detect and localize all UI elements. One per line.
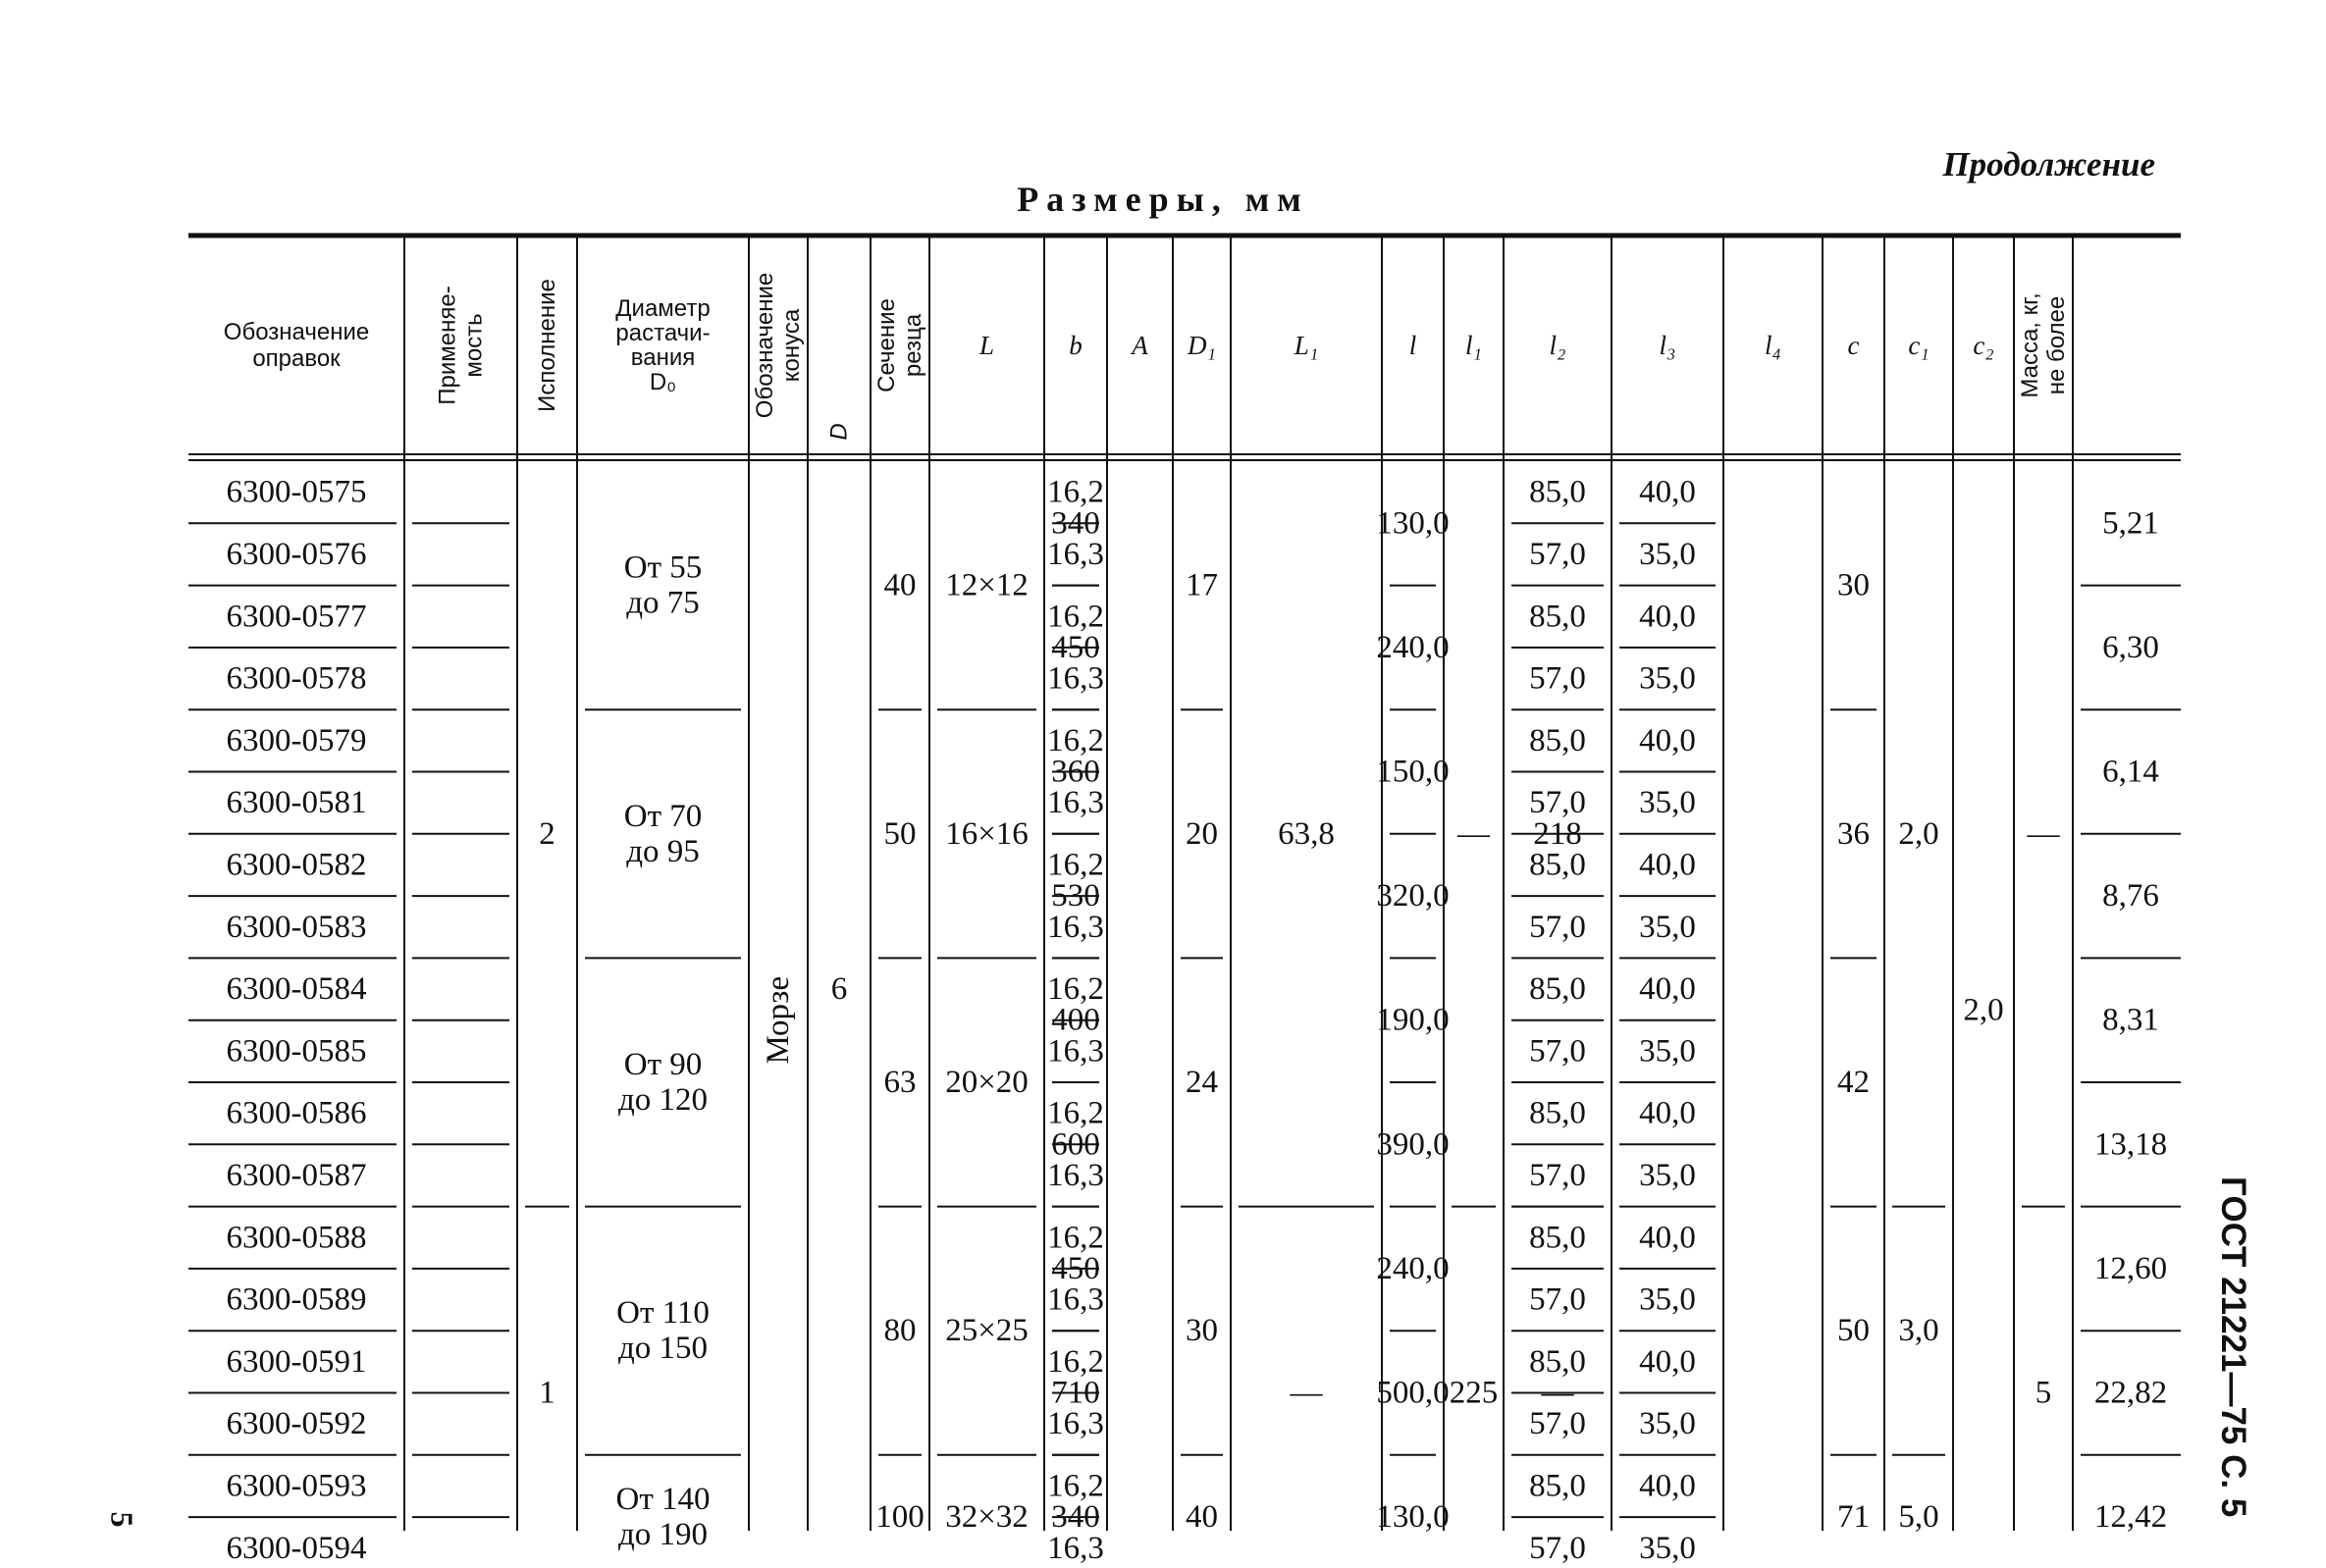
b-cell: 16,2	[1047, 1468, 1104, 1504]
column-header: вания	[630, 344, 696, 371]
column-header: A	[1132, 331, 1148, 360]
column-header: D₁	[1188, 331, 1216, 360]
mass-cell: 5,21	[2102, 505, 2159, 542]
mass-cell: 8,31	[2102, 1002, 2159, 1038]
L1-cell: 240,0	[1376, 1250, 1450, 1286]
column-header: l₄	[1765, 331, 1781, 360]
A-cell: 40	[1186, 1499, 1218, 1536]
taper-number-cell: 6	[830, 971, 848, 1008]
l3-cell: 40,0	[1639, 1095, 1696, 1131]
l1-cell: —	[1541, 1375, 1574, 1411]
c1-cell: 2,0	[1963, 992, 2004, 1028]
A-cell: 17	[1186, 567, 1218, 603]
column-header: L₁	[1294, 331, 1319, 360]
b-cell: 16,2	[1047, 1220, 1104, 1256]
l3-cell: 40,0	[1639, 971, 1696, 1008]
l3-cell: 40,0	[1639, 474, 1696, 510]
column-header: Сечение	[873, 298, 900, 392]
L-cell: 530	[1051, 878, 1100, 915]
l1-cell: 218	[1533, 815, 1582, 852]
mass-cell: 8,76	[2102, 878, 2159, 915]
l3-cell: 35,0	[1639, 660, 1696, 697]
l2-cell: 85,0	[1529, 474, 1586, 510]
l3-cell: 40,0	[1639, 1343, 1696, 1380]
l3-cell: 40,0	[1639, 1468, 1696, 1504]
designation-cell: 6300-0587	[226, 1157, 367, 1193]
b-cell: 16,3	[1047, 1406, 1104, 1442]
L-cell: 710	[1051, 1375, 1100, 1411]
designation-cell: 6300-0593	[226, 1468, 367, 1504]
standard-side-label: ГОСТ 21221—75 С. 5	[2214, 1176, 2252, 1518]
column-header: b	[1069, 331, 1083, 360]
l2-cell: 57,0	[1529, 909, 1586, 945]
bore-diameter-cell: до 150	[617, 1331, 709, 1367]
bore-diameter-cell: От 55	[623, 549, 703, 586]
b-cell: 16,2	[1047, 1343, 1104, 1380]
l3-cell: 35,0	[1639, 1033, 1696, 1070]
designation-cell: 6300-0589	[226, 1281, 367, 1318]
L1-cell: 150,0	[1376, 754, 1450, 790]
c2-cell: —	[2027, 815, 2060, 852]
column-header: Обозначение	[752, 272, 778, 419]
L-cell: 340	[1051, 505, 1100, 542]
column-header: c₁	[1908, 331, 1930, 360]
l2-cell: 85,0	[1529, 847, 1586, 883]
D-cell: 50	[883, 815, 917, 852]
column-header: c₂	[1973, 331, 1994, 360]
column-header: l₁	[1465, 331, 1482, 360]
bore-diameter-cell: От 70	[623, 798, 703, 834]
L1-cell: 320,0	[1376, 878, 1450, 915]
l2-cell: 85,0	[1529, 599, 1586, 635]
column-header: Применяе-	[434, 286, 461, 405]
D1-cell: 63,8	[1278, 815, 1335, 852]
b-cell: 16,2	[1047, 1095, 1104, 1131]
mass-cell: 6,14	[2102, 754, 2159, 790]
column-header: c	[1847, 331, 1860, 360]
c2-cell: 5	[2035, 1375, 2052, 1411]
designation-cell: 6300-0583	[226, 909, 367, 945]
A-cell: 20	[1186, 815, 1218, 852]
column-header: l₃	[1659, 331, 1676, 360]
L-cell: 360	[1051, 754, 1100, 790]
page-number: 5	[104, 1511, 140, 1528]
execution-cell: 2	[539, 815, 555, 852]
designation-cell: 6300-0582	[226, 847, 367, 883]
l3-cell: 40,0	[1639, 847, 1696, 883]
mass-cell: 22,82	[2093, 1375, 2168, 1411]
L-cell: 450	[1051, 629, 1100, 665]
l2-cell: 57,0	[1529, 1406, 1586, 1442]
l4-cell: 71	[1837, 1499, 1870, 1536]
l2-cell: 57,0	[1529, 1157, 1586, 1193]
cutter-section-cell: 25×25	[945, 1313, 1029, 1349]
column-header: L	[978, 331, 995, 360]
l4-cell: 36	[1837, 815, 1870, 852]
designation-cell: 6300-0575	[226, 474, 367, 510]
designation-cell: 6300-0581	[226, 785, 367, 821]
designation-cell: 6300-0577	[226, 599, 367, 635]
A-cell: 24	[1186, 1065, 1218, 1100]
l2-cell: 57,0	[1529, 1530, 1586, 1566]
l4-cell: 50	[1837, 1313, 1870, 1349]
l2-cell: 85,0	[1529, 1095, 1586, 1131]
designation-cell: 6300-0591	[226, 1343, 367, 1380]
L1-cell: 130,0	[1376, 505, 1450, 542]
cutter-section-cell: 32×32	[945, 1499, 1029, 1536]
l2-cell: 57,0	[1529, 1281, 1586, 1318]
l2-cell: 57,0	[1529, 660, 1586, 697]
l2-cell: 85,0	[1529, 1220, 1586, 1256]
mass-cell: 13,18	[2093, 1126, 2168, 1163]
b-cell: 16,3	[1047, 1281, 1104, 1318]
l-cell: —	[1457, 815, 1490, 852]
L-cell: 340	[1051, 1499, 1100, 1536]
column-header: растачи-	[615, 320, 711, 346]
l3-cell: 35,0	[1639, 1157, 1696, 1193]
D-cell: 63	[883, 1065, 917, 1100]
l4-cell: 42	[1837, 1065, 1870, 1100]
l3-cell: 40,0	[1639, 722, 1696, 758]
L-cell: 450	[1051, 1250, 1100, 1286]
l3-cell: 35,0	[1639, 1530, 1696, 1566]
l2-cell: 57,0	[1529, 1033, 1586, 1070]
column-header: Исполнение	[534, 279, 560, 412]
taper-type-cell: Морзе	[761, 975, 796, 1065]
bore-diameter-cell: От 140	[615, 1482, 711, 1518]
l3-cell: 35,0	[1639, 785, 1696, 821]
mass-cell: 12,42	[2093, 1499, 2168, 1536]
b-cell: 16,2	[1047, 474, 1104, 510]
L1-cell: 240,0	[1376, 629, 1450, 665]
l3-cell: 35,0	[1639, 1281, 1696, 1318]
l-cell: 225	[1449, 1375, 1499, 1411]
column-header: Масса, кг,	[2017, 292, 2043, 398]
D-cell: 80	[883, 1313, 917, 1349]
column-header: оправок	[252, 345, 341, 372]
l2-cell: 57,0	[1529, 536, 1586, 572]
l4-cell: 30	[1837, 567, 1870, 603]
bore-diameter-cell: От 110	[616, 1295, 710, 1332]
designation-cell: 6300-0579	[226, 722, 367, 758]
bore-diameter-cell: до 190	[617, 1517, 709, 1553]
table-title: Размеры, мм	[1017, 180, 1309, 219]
l3-cell: 35,0	[1639, 909, 1696, 945]
bore-diameter-cell: до 120	[617, 1082, 709, 1118]
designation-cell: 6300-0585	[226, 1033, 367, 1070]
column-header: D	[825, 423, 853, 441]
bore-diameter-cell: до 95	[626, 833, 700, 869]
column-header: мость	[460, 313, 488, 378]
b-cell: 16,3	[1047, 785, 1104, 821]
designation-cell: 6300-0592	[226, 1406, 367, 1442]
bore-diameter-cell: до 75	[626, 585, 700, 621]
cutter-section-cell: 16×16	[945, 815, 1029, 852]
L1-cell: 130,0	[1376, 1499, 1450, 1536]
l2-cell: 85,0	[1529, 1468, 1586, 1504]
l3-cell: 35,0	[1639, 536, 1696, 572]
D-cell: 40	[883, 567, 917, 603]
L-cell: 600	[1051, 1126, 1100, 1163]
column-header: D₀	[649, 369, 677, 395]
L1-cell: 190,0	[1376, 1002, 1450, 1038]
l2-cell: 85,0	[1529, 1343, 1586, 1380]
bore-diameter-cell: От 90	[623, 1047, 703, 1082]
b-cell: 16,3	[1047, 536, 1104, 572]
continuation-label: Продолжение	[1942, 145, 2155, 183]
l3-cell: 40,0	[1639, 1220, 1696, 1256]
b-cell: 16,2	[1047, 971, 1104, 1008]
execution-cell: 1	[539, 1375, 555, 1411]
designation-cell: 6300-0584	[226, 971, 367, 1008]
designation-cell: 6300-0588	[226, 1220, 367, 1256]
designation-cell: 6300-0576	[226, 536, 367, 572]
l2-cell: 85,0	[1529, 722, 1586, 758]
c-cell: 3,0	[1898, 1313, 1939, 1349]
D1-cell: —	[1290, 1375, 1323, 1411]
cutter-section-cell: 20×20	[945, 1065, 1029, 1100]
b-cell: 16,2	[1047, 722, 1104, 758]
b-cell: 16,3	[1047, 1530, 1104, 1566]
L1-cell: 390,0	[1376, 1126, 1450, 1163]
l3-cell: 40,0	[1639, 599, 1696, 635]
L1-cell: 500,0	[1376, 1375, 1450, 1411]
l2-cell: 57,0	[1529, 785, 1586, 821]
designation-cell: 6300-0578	[226, 660, 367, 697]
A-cell: 30	[1186, 1313, 1218, 1349]
column-header: Диаметр	[615, 295, 711, 322]
l3-cell: 35,0	[1639, 1406, 1696, 1442]
b-cell: 16,3	[1047, 1033, 1104, 1070]
c-cell: 2,0	[1898, 815, 1939, 852]
column-header: l₂	[1549, 331, 1566, 360]
b-cell: 16,2	[1047, 847, 1104, 883]
column-header: резца	[900, 313, 926, 378]
L-cell: 400	[1051, 1002, 1100, 1038]
b-cell: 16,3	[1047, 660, 1104, 697]
column-header: l	[1408, 331, 1417, 360]
c-cell: 5,0	[1898, 1499, 1939, 1536]
designation-cell: 6300-0594	[226, 1530, 367, 1566]
mass-cell: 12,60	[2093, 1250, 2168, 1286]
column-header: не более	[2043, 295, 2070, 395]
designation-cell: 6300-0586	[226, 1095, 367, 1131]
column-header: Обозначение	[223, 319, 370, 345]
b-cell: 16,3	[1047, 1157, 1104, 1193]
mass-cell: 6,30	[2102, 629, 2159, 665]
b-cell: 16,3	[1047, 909, 1104, 945]
cutter-section-cell: 12×12	[945, 567, 1029, 603]
l2-cell: 85,0	[1529, 971, 1586, 1008]
D-cell: 100	[875, 1499, 925, 1536]
b-cell: 16,2	[1047, 599, 1104, 635]
column-header: конуса	[778, 308, 805, 383]
